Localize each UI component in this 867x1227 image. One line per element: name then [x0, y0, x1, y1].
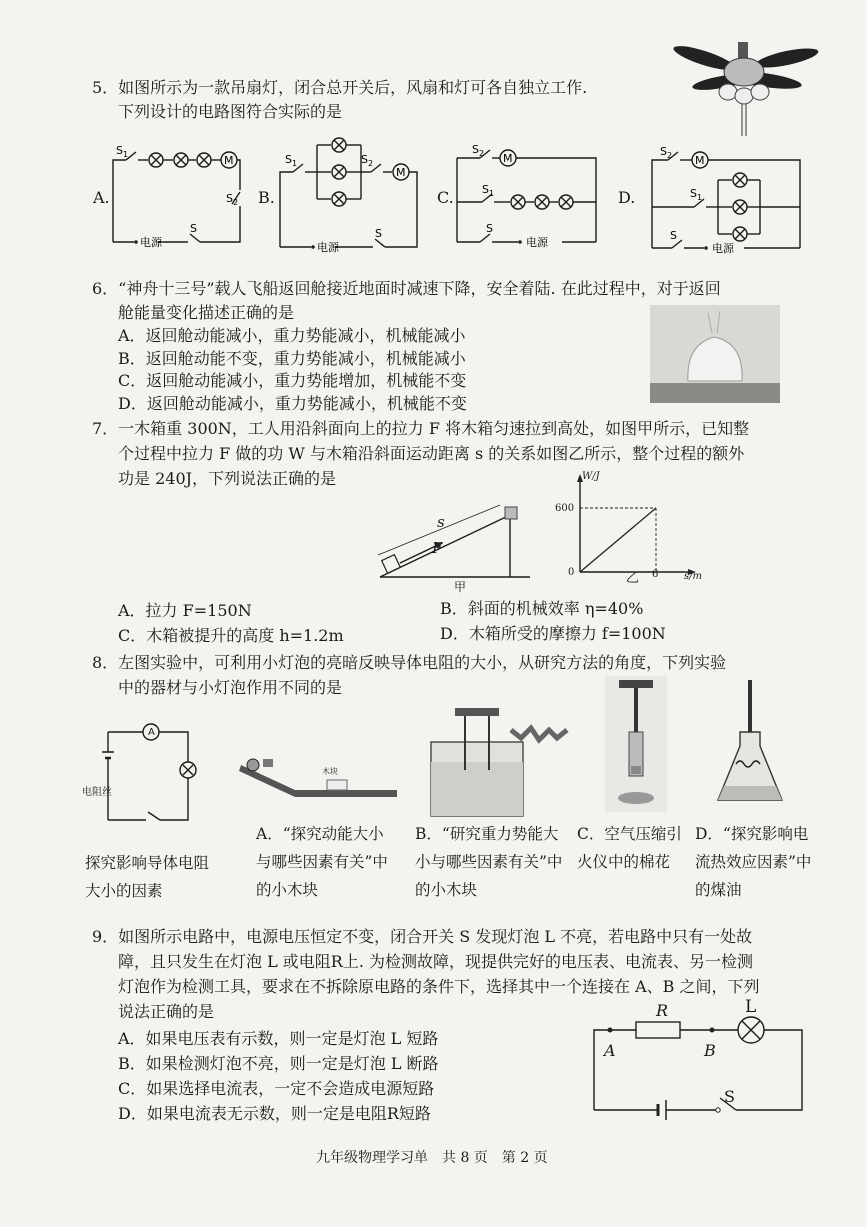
svg-text:M: M [503, 152, 513, 165]
page-footer: 九年级物理学习单 共 8 页 第 2 页 [316, 1150, 548, 1166]
svg-text:S: S [690, 187, 697, 200]
svg-text:2: 2 [479, 149, 485, 158]
svg-text:S: S [482, 183, 489, 196]
svg-text:电源: 电源 [140, 236, 162, 249]
svg-text:M: M [224, 154, 234, 167]
q7-option-c: C．木箱被提升的高度 h=1.2m [118, 626, 344, 645]
return-capsule-photo [650, 305, 780, 403]
q9-stem-line1: 9．如图所示电路中，电源电压恒定不变，闭合开关 S 发现灯泡 L 不亮，若电路中只有一处故 [92, 927, 753, 946]
q6-option-c: C．返回舱动能减小，重力势能增加，机械能不变 [118, 371, 467, 390]
q7-stem-line1: 7．一木箱重 300N，工人用沿斜面向上的拉力 F 将木箱匀速拉到高处，如图甲所示，已知整 [92, 419, 750, 438]
graph-x-tick-6: 6 [652, 569, 659, 580]
q7-stem-line2: 个过程中拉力 F 做的功 W 与木箱沿斜面运动距离 s 的关系如图乙所示，整个过程的额外 [118, 444, 745, 463]
ammeter-label: A [148, 727, 155, 738]
svg-text:2: 2 [368, 159, 374, 168]
q9-option-d: D．如果电流表无示数，则一定是电阻R短路 [118, 1104, 431, 1123]
svg-text:电源: 电源 [526, 236, 548, 249]
graph-yi-label: 乙 [626, 571, 640, 586]
incline-s-label: s [437, 513, 445, 531]
svg-text:电源: 电源 [317, 241, 339, 254]
q5-circuit-c [452, 140, 602, 252]
q9-option-b: B．如果检测灯泡不亮，则一定是灯泡 L 断路 [118, 1054, 439, 1073]
svg-text:1: 1 [292, 159, 298, 168]
graph-y-axis-label: W/J [582, 471, 600, 482]
svg-text:S: S [285, 153, 292, 166]
svg-text:S: S [660, 145, 667, 158]
svg-text:S: S [472, 143, 479, 156]
q8-caption-a: A．“探究动能大小与哪些因素有关”中的小木块 [256, 825, 388, 899]
q7-option-a: A．拉力 F=150N [118, 601, 252, 620]
svg-text:1: 1 [123, 150, 129, 159]
q6-option-a: A．返回舱动能减小，重力势能减小，机械能减小 [118, 326, 466, 345]
q9-option-c: C．如果选择电流表，一定不会造成电源短路 [118, 1079, 435, 1098]
q9-stem-line3: 灯泡作为检测工具，要求在不拆除原电路的条件下，选择其中一个连接在 A、B 之间，下列 [118, 977, 760, 996]
wood-block-label: 木块 [322, 767, 338, 776]
q9-option-a: A．如果电压表有示数，则一定是灯泡 L 短路 [118, 1029, 439, 1048]
q5-option-a-label: A. [93, 188, 110, 207]
q8-image-c-fire-piston [605, 676, 667, 812]
q6-option-d: D．返回舱动能减小，重力势能减小，机械能不变 [118, 394, 467, 413]
q5-option-b-label: B. [258, 188, 275, 207]
q9-switch-label: S [724, 1087, 735, 1106]
svg-text:S: S [375, 227, 382, 240]
q9-resistor-label: R [656, 1001, 669, 1020]
graph-origin-label: 0 [568, 567, 575, 578]
q8-caption-d: D．“探究影响电流热效应因素”中的煤油 [695, 825, 812, 899]
graph-x-axis-label: s/m [684, 571, 702, 582]
q8-image-b-sandbox [425, 700, 575, 820]
svg-text:1: 1 [697, 193, 703, 202]
svg-text:S: S [226, 192, 233, 205]
w-s-line [580, 508, 656, 572]
incline-jia-label: 甲 [454, 580, 467, 594]
q9-stem-line4: 说法正确的是 [118, 1002, 215, 1021]
svg-text:1: 1 [489, 189, 495, 198]
svg-text:M: M [695, 154, 705, 167]
q8-image-a-ramp [235, 745, 405, 815]
q7-option-b: B．斜面的机械效率 η=40% [440, 599, 644, 618]
q8-caption-b: B．“研究重力势能大小与哪些因素有关”中的小木块 [415, 825, 563, 899]
q5-option-c-label: C. [437, 188, 454, 207]
q6-stem-line1: 6．“神舟十三号”载人飞船返回舱接近地面时减速下降，安全着陆. 在此过程中，对于返回 [92, 279, 721, 298]
q9-point-a-label: A [604, 1041, 616, 1060]
q5-option-d-label: D. [618, 188, 636, 207]
svg-text:2: 2 [667, 151, 673, 160]
incline-f-label: F [432, 539, 443, 557]
q8-caption-c: C．空气压缩引火仪中的棉花 [577, 825, 682, 871]
q9-lamp-label: L [745, 997, 757, 1017]
q8-caption-left: 探究影响导体电阻大小的因素 [85, 854, 210, 900]
q5-stem-line1: 5．如图所示为一款吊扇灯，闭合总开关后，风扇和灯可各自独立工作. [92, 78, 588, 97]
q5-stem-line2: 下列设计的电路图符合实际的是 [118, 102, 343, 121]
q8-stem-line2: 中的器材与小灯泡作用不同的是 [118, 678, 343, 697]
q9-circuit [590, 1018, 815, 1118]
q8-image-d-flask [710, 676, 790, 808]
q6-option-b: B．返回舱动能不变，重力势能减小，机械能减小 [118, 349, 466, 368]
resistance-wire-label: 电阻丝 [82, 787, 112, 798]
svg-text:2: 2 [233, 198, 239, 207]
q5-circuit-b [275, 135, 425, 255]
q5-circuit-d [646, 140, 811, 255]
q6-stem-line2: 舱能量变化描述正确的是 [118, 303, 295, 322]
svg-text:S: S [486, 222, 493, 235]
q9-stem-line2: 障，且只发生在灯泡 L 或电阻R上. 为检测故障，现提供完好的电压表、电流表、另一检测 [118, 952, 754, 971]
svg-text:S: S [116, 144, 123, 157]
graph-y-tick-600: 600 [555, 503, 575, 514]
q9-point-b-label: B [704, 1041, 716, 1060]
q8-stem-line1: 8．左图实验中，可利用小灯泡的亮暗反映导体电阻的大小，从研究方法的角度，下列实验 [92, 653, 727, 672]
ceiling-fan-image [672, 40, 822, 140]
svg-text:S: S [670, 229, 677, 242]
q7-option-d: D．木箱所受的摩擦力 f=100N [440, 624, 666, 643]
svg-text:S: S [361, 153, 368, 166]
q7-stem-line3: 功是 240J，下列说法正确的是 [118, 469, 337, 488]
svg-text:M: M [396, 166, 406, 179]
svg-text:电源: 电源 [712, 242, 734, 255]
q5-circuit-a [108, 140, 248, 250]
svg-text:S: S [190, 222, 197, 235]
